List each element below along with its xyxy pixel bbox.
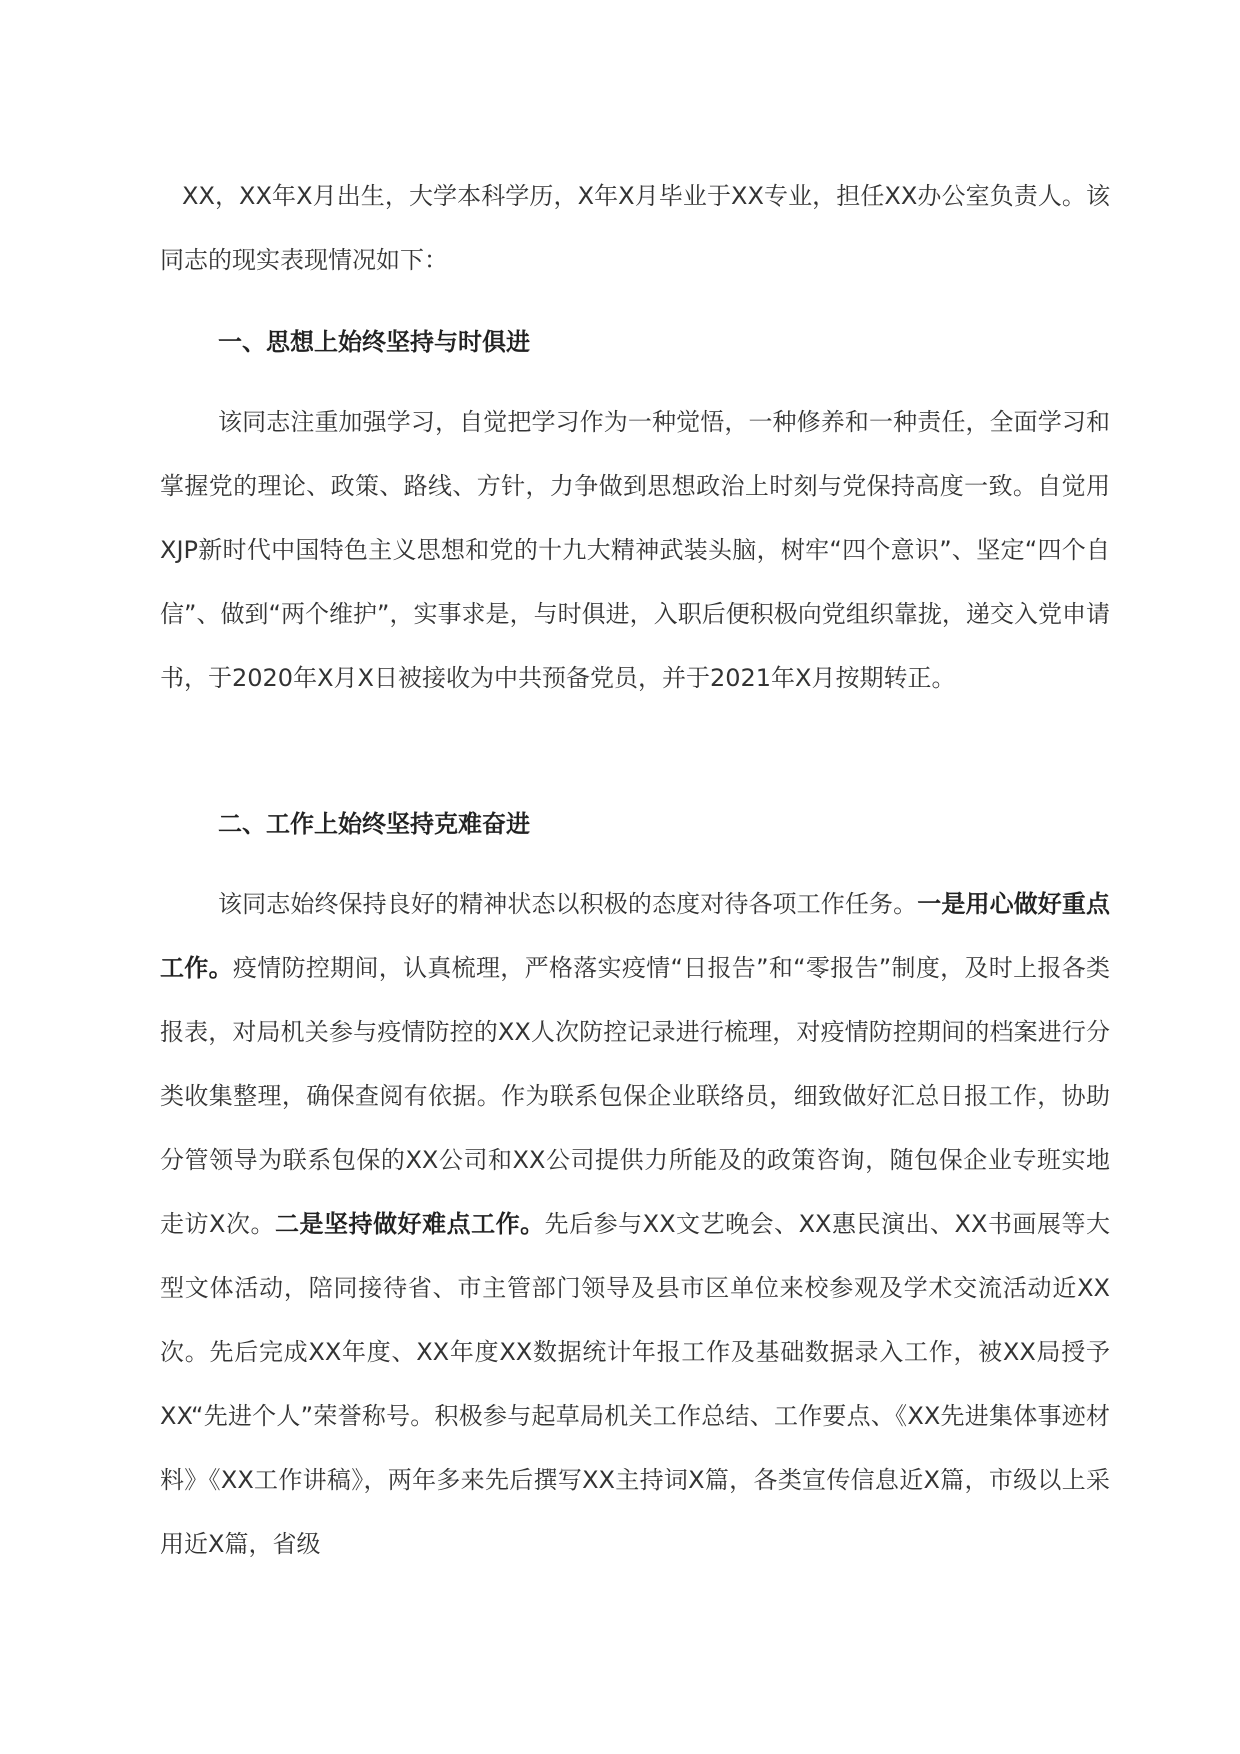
- section-heading-work: 二、工作上始终坚持克难奋进: [218, 810, 530, 838]
- point-one-body: 疫情防控期间，认真梳理，严格落实疫情“日报告”和“零报告”制度，及时上报各类报表，对局机关参与疫情防控的XX人次防控记录进行梳理，对疫情防控期间的档案进行分类收集整理，确保查阅有依据。作为联系包保企业联络员，细致做好汇总日报工作，协助分管领导为联系包保的XX公司和XX公司提供力所能及的政策咨询，随包保企业专班实地走访X次。: [160, 954, 1110, 1238]
- section-paragraph-thought: 该同志注重加强学习，自觉把学习作为一种觉悟，一种修养和一种责任，全面学习和掌握党的理论、政策、路线、方针，力争做到思想政治上时刻与党保持高度一致。自觉用XJP新时代中国特色主义思想和党的十九大精神武装头脑，树牢“四个意识”、坚定“四个自信”、做到“两个维护”，实事求是，与时俱进，入职后便积极向党组织靠拢，递交入党申请书，于2020年X月X日被接收为中共预备党员，并于2021年X月按期转正。: [160, 408, 1110, 692]
- point-one-lead: 一是用心做好重点工作。: [160, 890, 1111, 982]
- point-two-lead: 二是坚持做好难点工作。: [275, 1210, 545, 1238]
- work-intro-text: 该同志始终保持良好的精神状态以积极的态度对待各项工作任务。: [218, 890, 918, 918]
- section-paragraph-work: [160, 872, 1110, 1576]
- point-two-body: 先后参与XX文艺晚会、XX惠民演出、XX书画展等大型文体活动，陪同接待省、市主管部门领导及县市区单位来校参观及学术交流活动近XX次。先后完成XX年度、XX年度XX数据统计年报工作及基础数据录入工作，被XX局授予XX“先进个人”荣誉称号。积极参与起草局机关工作总结、工作要点、《XX先进集体事迹材料》《XX工作讲稿》，两年多来先后撰写XX主持词X篇，各类宣传信息近X篇，市级以上采用近X篇，省级: [160, 1210, 1110, 1558]
- intro-paragraph: XX，XX年X月出生，大学本科学历，X年X月毕业于XX专业，担任XX办公室负责人。该同志的现实表现情况如下：: [160, 182, 1110, 274]
- section-heading-thought: 一、思想上始终坚持与时俱进: [218, 328, 530, 356]
